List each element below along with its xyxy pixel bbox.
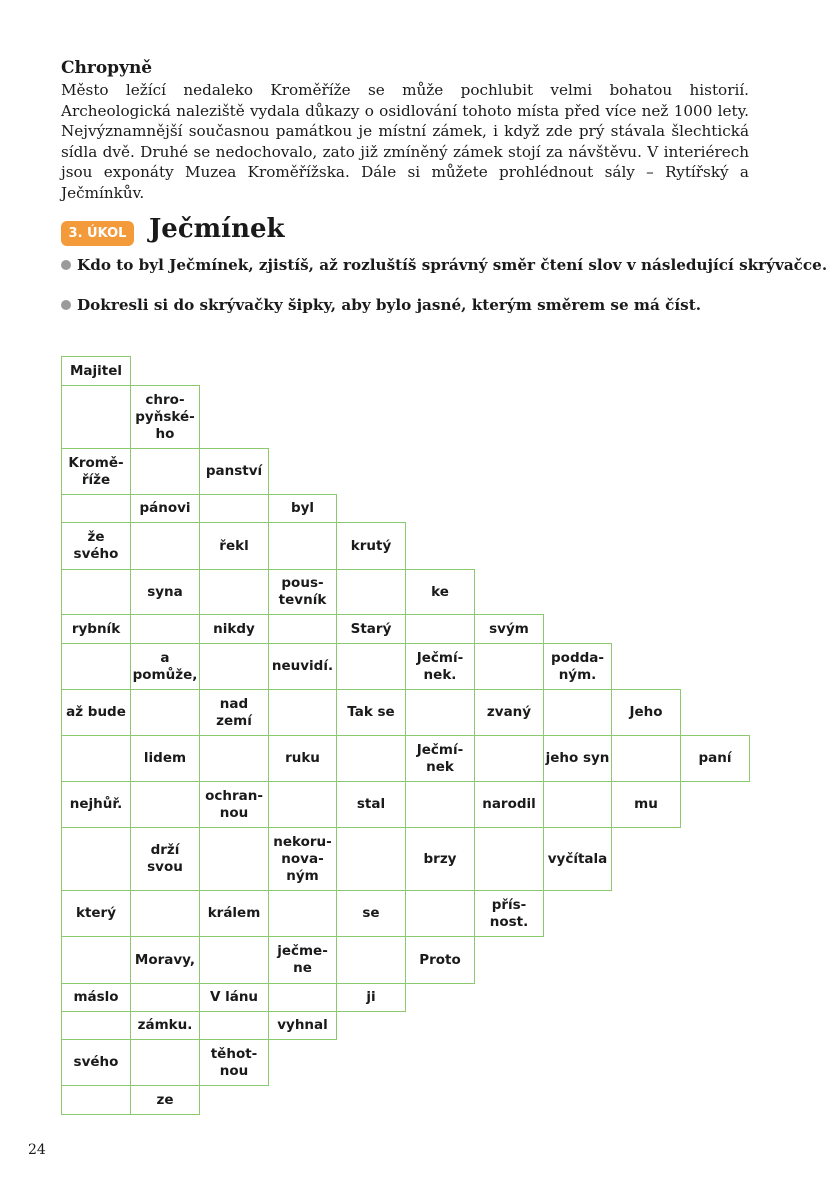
grid-cell: ze <box>130 1085 200 1115</box>
instruction-text: Kdo to byl Ječmínek, zjistíš, až rozluštíš správný směr čtení slov v následující skrývačce. <box>77 256 828 274</box>
page-number: 24 <box>28 1142 46 1158</box>
grid-cell <box>543 689 612 736</box>
grid-cell <box>61 1011 131 1040</box>
grid-cell: a pomůže, <box>130 643 200 690</box>
grid-cell: brzy <box>405 827 475 891</box>
grid-cell: pánovi <box>130 494 200 523</box>
grid-cell: máslo <box>61 983 131 1012</box>
grid-cell <box>199 827 269 891</box>
grid-cell <box>268 983 337 1012</box>
grid-cell <box>405 689 475 736</box>
grid-cell: nekoru- nova- ným <box>268 827 337 891</box>
grid-cell <box>61 569 131 615</box>
grid-cell: paní <box>680 735 750 782</box>
grid-cell <box>474 643 544 690</box>
grid-cell: ochran- nou <box>199 781 269 828</box>
grid-cell <box>130 614 200 644</box>
grid-cell: ječme- ne <box>268 936 337 984</box>
grid-cell: zámku. <box>130 1011 200 1040</box>
section-paragraph: Město ležící nedaleko Kroměříže se může pochlubit velmi bohatou historií. Archeologická naleziště vydala důkazy o osidlování tohoto místa před více než 1000 lety. Nejvýznamnější současnou památkou je místní zámek, i když zde prý stávala šlechtická sídla dvě. Druhé se nedochovalo, zato již zmíněný zámek stojí za návštěvu. V interiérech jsou exponáty Muzea Kroměřížska. Dále si můžete prohlédnout sály – Rytířský a Ječmínkův. <box>61 81 749 202</box>
grid-cell: ji <box>336 983 406 1012</box>
grid-cell: podda- ným. <box>543 643 612 690</box>
task-badge: 3. ÚKOL <box>61 221 134 246</box>
grid-cell <box>268 689 337 736</box>
grid-cell: králem <box>199 890 269 937</box>
task-title: Ječmínek <box>149 214 285 244</box>
grid-cell <box>543 781 612 828</box>
grid-cell: vyhnal <box>268 1011 337 1040</box>
grid-cell <box>474 735 544 782</box>
grid-cell <box>130 890 200 937</box>
grid-cell <box>130 522 200 570</box>
grid-cell: Jeho <box>611 689 681 736</box>
grid-cell: drží svou <box>130 827 200 891</box>
grid-cell: rybník <box>61 614 131 644</box>
grid-cell <box>268 522 337 570</box>
grid-cell: přís- nost. <box>474 890 544 937</box>
grid-cell <box>199 735 269 782</box>
grid-cell: vyčítala <box>543 827 612 891</box>
grid-cell: mu <box>611 781 681 828</box>
grid-cell: který <box>61 890 131 937</box>
grid-cell: syna <box>130 569 200 615</box>
section-heading: Chropyně <box>61 58 153 78</box>
grid-cell <box>405 890 475 937</box>
grid-cell <box>61 494 131 523</box>
grid-cell <box>336 735 406 782</box>
grid-cell <box>61 643 131 690</box>
grid-cell: panství <box>199 448 269 495</box>
grid-cell <box>130 983 200 1012</box>
grid-cell: Majitel <box>61 356 131 386</box>
grid-cell <box>474 827 544 891</box>
grid-cell: Moravy, <box>130 936 200 984</box>
grid-cell: byl <box>268 494 337 523</box>
grid-cell: řekl <box>199 522 269 570</box>
grid-cell: jeho syn <box>543 735 612 782</box>
grid-cell <box>199 936 269 984</box>
grid-cell <box>61 936 131 984</box>
grid-cell: se <box>336 890 406 937</box>
grid-cell: Ječmí- nek <box>405 735 475 782</box>
grid-cell <box>268 614 337 644</box>
grid-cell <box>199 1011 269 1040</box>
grid-cell: zvaný <box>474 689 544 736</box>
grid-cell <box>61 827 131 891</box>
grid-cell <box>268 890 337 937</box>
grid-cell: Proto <box>405 936 475 984</box>
grid-cell: svého <box>61 1039 131 1086</box>
grid-cell: stal <box>336 781 406 828</box>
grid-cell: narodil <box>474 781 544 828</box>
grid-cell <box>336 569 406 615</box>
grid-cell: že svého <box>61 522 131 570</box>
grid-cell: lidem <box>130 735 200 782</box>
grid-cell <box>611 735 681 782</box>
grid-cell <box>130 1039 200 1086</box>
grid-cell: V lánu <box>199 983 269 1012</box>
grid-cell <box>130 781 200 828</box>
grid-cell: až bude <box>61 689 131 736</box>
grid-cell <box>336 643 406 690</box>
grid-cell <box>268 781 337 828</box>
grid-cell: chro- pyňské- ho <box>130 385 200 449</box>
grid-cell: těhot- nou <box>199 1039 269 1086</box>
grid-cell: ke <box>405 569 475 615</box>
grid-cell <box>199 569 269 615</box>
grid-cell: Kromě- říže <box>61 448 131 495</box>
grid-cell <box>130 448 200 495</box>
grid-cell <box>336 936 406 984</box>
grid-cell: ruku <box>268 735 337 782</box>
grid-cell <box>61 385 131 449</box>
grid-cell: nad zemí <box>199 689 269 736</box>
grid-cell: nikdy <box>199 614 269 644</box>
grid-cell: nejhůř. <box>61 781 131 828</box>
grid-cell: Starý <box>336 614 406 644</box>
grid-cell <box>130 689 200 736</box>
grid-cell <box>199 643 269 690</box>
grid-cell: Ječmí- nek. <box>405 643 475 690</box>
grid-cell <box>61 735 131 782</box>
grid-cell: Tak se <box>336 689 406 736</box>
grid-cell: neuvidí. <box>268 643 337 690</box>
grid-cell: krutý <box>336 522 406 570</box>
grid-cell <box>61 1085 131 1115</box>
grid-cell <box>405 614 475 644</box>
instruction-text: Dokresli si do skrývačky šipky, aby bylo jasné, kterým směrem se má číst. <box>77 296 701 314</box>
grid-cell <box>405 781 475 828</box>
grid-cell: pous- tevník <box>268 569 337 615</box>
grid-cell <box>336 827 406 891</box>
grid-cell <box>199 494 269 523</box>
grid-cell: svým <box>474 614 544 644</box>
